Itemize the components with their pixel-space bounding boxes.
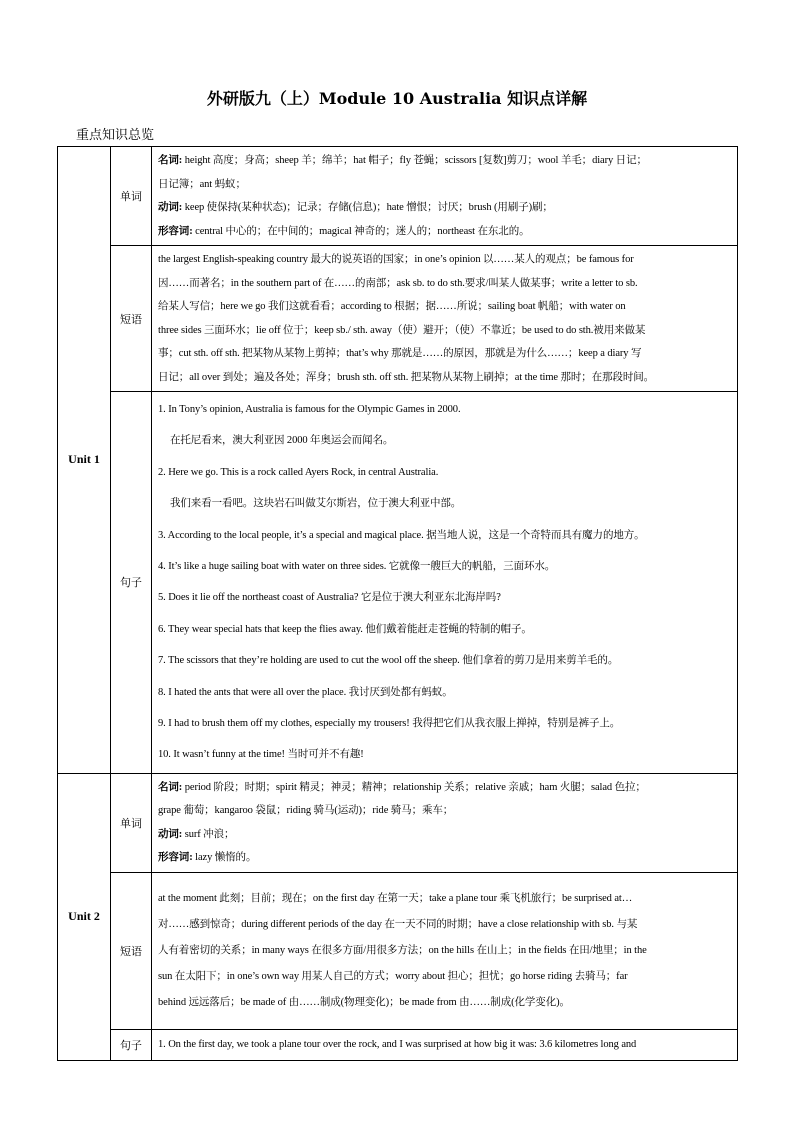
unit1-sentences-row xyxy=(58,392,738,774)
phrase-line: three sides 三面环水；lie off 位于；keep sb./ sth. away（使）避开；（使）不靠近；be used to do sth.被用来做某 xyxy=(158,324,646,336)
phrases-list xyxy=(152,246,738,392)
category-words: 单词 xyxy=(111,773,152,872)
sentence-line: 9. I had to brush them off my clothes, especially my trousers! 我得把它们从我衣服上掸掉，特别是裤子上。 xyxy=(158,718,621,730)
category-sentences: 句子 xyxy=(111,1029,152,1060)
phrase-line: 对……感到惊奇；during different periods of the day 在一天不同的时期；have a close relationship with sb. 与某 xyxy=(158,918,638,930)
phrase-line: 因……而著名；in the southern part of 在……的南部；ask sb. to do sth.要求/叫某人做某事；write a letter to sb. xyxy=(158,277,638,289)
sentence-line: 6. They wear special hats that keep the flies away. 他们戴着能赶走苍蝇的特制的帽子。 xyxy=(158,623,532,635)
unit-label: Unit 1 xyxy=(58,147,111,774)
category-phrases: 短语 xyxy=(111,872,152,1029)
sentence-line: 1. On the first day, we took a plane tour over the rock, and I was surprised at how big it was: 3.6 kilometres long and xyxy=(158,1038,637,1050)
phrase-line: the largest English-speaking country 最大的说英语的国家；in one’s opinion 以……某人的观点；be famous for xyxy=(158,254,634,265)
unit2-sentences-row xyxy=(58,1029,738,1060)
unit1-words-row xyxy=(58,147,738,246)
unit2-words-row xyxy=(58,773,738,872)
phrases-list xyxy=(152,872,738,1029)
knowledge-table xyxy=(57,146,738,1061)
sentences-list xyxy=(152,392,738,774)
page-title: 外研版九（上）Module 10 Australia 知识点详解 xyxy=(206,89,588,108)
words-list xyxy=(152,147,738,246)
phrase-line: behind 远远落后；be made of 由……制成(物理变化)；be made from 由……制成(化学变化)。 xyxy=(158,996,570,1008)
word-line: 名词: height 高度；身高；sheep 羊；绵羊；hat 帽子；fly 苍蝇；scissors [复数]剪刀；wool 羊毛；diary 日记； xyxy=(158,155,647,166)
sentence-line: 3. According to the local people, it’s a special and magical place. 据当地人说，这是一个奇特而具有魔力的地方。 xyxy=(158,529,645,541)
sentence-line: 4. It’s like a huge sailing boat with water on three sides. 它就像一艘巨大的帆船，三面环水。 xyxy=(158,561,556,573)
phrase-line: 事；cut sth. off sth. 把某物从某物上剪掉；that’s why 那就是……的原因，那就是为什么……；keep a diary 写 xyxy=(158,348,642,359)
sentence-line: 10. It wasn’t funny at the time! 当时可并不有趣! xyxy=(158,749,364,761)
phrase-line: 给某人写信；here we go 我们这就看看；according to 根据；据……所说；sailing boat 帆船；with water on xyxy=(158,301,626,312)
word-line: grape 葡萄；kangaroo 袋鼠；riding 骑马(运动)；ride 骑马；乘车； xyxy=(158,805,454,817)
sentence-translation: 我们来看一看吧。这块岩石叫做艾尔斯岩，位于澳大利亚中部。 xyxy=(170,498,462,510)
sentences-list xyxy=(152,1029,738,1060)
sentence-line: 7. The scissors that they’re holding are used to cut the wool off the sheep. 他们拿着的剪刀是用来剪羊毛的。 xyxy=(158,655,619,667)
word-line: 形容词: central 中心的；在中间的；magical 神奇的；迷人的；northeast 在东北的。 xyxy=(158,225,530,237)
phrase-line: 日记；all over 到处；遍及各处；浑身；brush sth. off sth. 把某物从某物上刷掉；at the time 那时；在那段时间。 xyxy=(158,371,655,383)
word-line: 动词: keep 使保持(某种状态)；记录；存储(信息)；hate 憎恨；讨厌；brush (用刷子)刷； xyxy=(158,202,553,213)
section-heading: 重点知识总览 xyxy=(76,128,155,143)
word-line: 日记簿；ant 蚂蚁； xyxy=(158,178,246,190)
word-line: 名词: period 阶段；时期；spirit 精灵；神灵；精神；relationship 关系；relative 亲戚；ham 火腿；salad 色拉； xyxy=(158,781,646,793)
sentence-line: 2. Here we go. This is a rock called Ayers Rock, in central Australia. xyxy=(158,466,439,478)
category-words: 单词 xyxy=(111,147,152,246)
word-line: 形容词: lazy 懒惰的。 xyxy=(158,852,257,864)
words-list xyxy=(152,773,738,872)
sentence-line: 8. I hated the ants that were all over the place. 我讨厌到处都有蚂蚁。 xyxy=(158,686,453,698)
unit1-phrases-row xyxy=(58,246,738,392)
category-phrases: 短语 xyxy=(111,246,152,392)
category-sentences: 句子 xyxy=(111,392,152,774)
sentence-line: 1. In Tony’s opinion, Australia is famous for the Olympic Games in 2000. xyxy=(158,404,461,415)
phrase-line: 人有着密切的关系；in many ways 在很多方面/用很多方法；on the hills 在山上；in the fields 在田/地里；in the xyxy=(158,944,647,956)
word-line: 动词: surf 冲浪； xyxy=(158,828,235,840)
unit2-phrases-row xyxy=(58,872,738,1029)
sentence-line: 5. Does it lie off the northeast coast of Australia? 它是位于澳大利亚东北海岸吗? xyxy=(158,592,501,604)
phrase-line: sun 在太阳下；in one’s own way 用某人自己的方式；worry about 担心；担忧；go horse riding 去骑马；far xyxy=(158,970,628,982)
phrase-line: at the moment 此刻；目前；现在；on the first day 在第一天；take a plane tour 乘飞机旅行；be surprised at… xyxy=(158,892,633,904)
sentence-translation: 在托尼看来，澳大利亚因 2000 年奥运会而闻名。 xyxy=(170,435,394,447)
unit-label: Unit 2 xyxy=(58,773,111,1060)
